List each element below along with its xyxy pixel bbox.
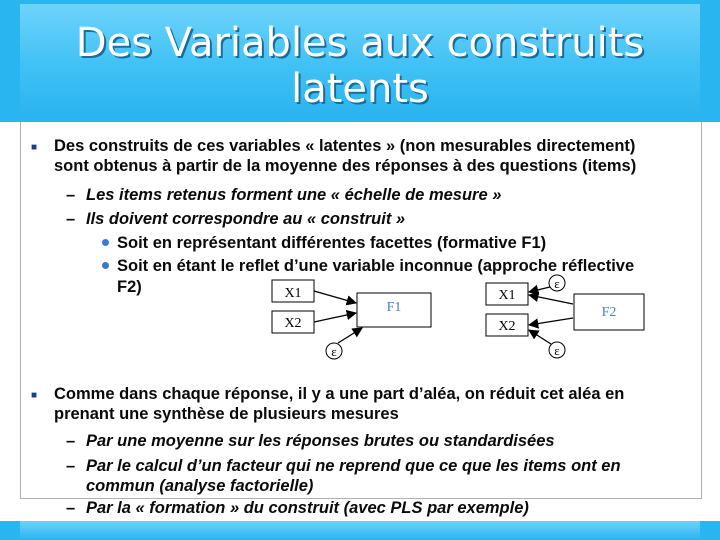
bullet2-dash3: Par la « formation » du construit (avec PLS par exemple)	[86, 499, 529, 517]
bullet1-sub2: Soit en étant le reflet d’une variable inconnue (approche réflective	[117, 257, 635, 275]
bullet1-dash1: Les items retenus forment une « échelle de mesure »	[86, 186, 502, 204]
factor-label-f1: F1	[386, 300, 402, 315]
bullet-square-icon: ■	[31, 390, 38, 401]
bullet1-sub1: Soit en représentant différentes facettes (formative F1)	[117, 234, 547, 252]
bullet1-line1: Des construits de ces variables « latentes » (non mesurables directement)	[54, 137, 636, 155]
bottom-strip-inner	[20, 521, 700, 540]
arrow-f2-to-x1	[529, 295, 573, 304]
bullet2-dash2-line2: commun (analyse factorielle)	[86, 477, 314, 495]
dash-icon: –	[66, 210, 76, 228]
item-label-x2-left: X2	[284, 316, 302, 331]
arrow-error-to-x1-right	[529, 287, 550, 292]
item-label-x1-right: X1	[498, 288, 516, 303]
bullet1-line2: sont obtenus à partir de la moyenne des réponses à des questions (items)	[54, 157, 637, 175]
bullet1-dash2: Ils doivent correspondre au « construit »	[86, 210, 406, 228]
bullet1-sub2-cont: F2)	[117, 278, 142, 296]
dash-icon: –	[66, 457, 76, 475]
bullet2-line2: prenant une synthèse de plusieurs mesures	[54, 405, 399, 423]
dash-icon: –	[66, 499, 76, 517]
arrow-x2-to-f1	[314, 313, 356, 322]
item-label-x1-left: X1	[284, 286, 302, 301]
slide-title: Des Variables aux construits latents	[75, 20, 645, 112]
arrow-error-to-f1	[338, 328, 362, 343]
bullet2-dash2-line1: Par le calcul d’un facteur qui ne reprend que ce que les items ont en	[86, 457, 621, 475]
item-label-x2-right: X2	[498, 319, 516, 334]
bullet2-dash1: Par une moyenne sur les réponses brutes ou standardisées	[86, 432, 555, 450]
error-label-right-bottom: ε	[554, 343, 560, 358]
bullet-square-icon: ■	[31, 142, 38, 153]
factor-label-f2: F2	[601, 305, 617, 320]
arrow-x1-to-f1	[314, 291, 356, 303]
error-label-right-top: ε	[554, 276, 560, 291]
dash-icon: –	[66, 186, 76, 204]
arrow-f2-to-x2	[529, 318, 573, 325]
arrow-error-to-x2-right	[529, 330, 551, 344]
error-label-left: ε	[331, 344, 337, 359]
bullet2-line1: Comme dans chaque réponse, il y a une part d’aléa, on réduit cet aléa en	[54, 385, 625, 403]
dash-icon: –	[66, 432, 76, 450]
